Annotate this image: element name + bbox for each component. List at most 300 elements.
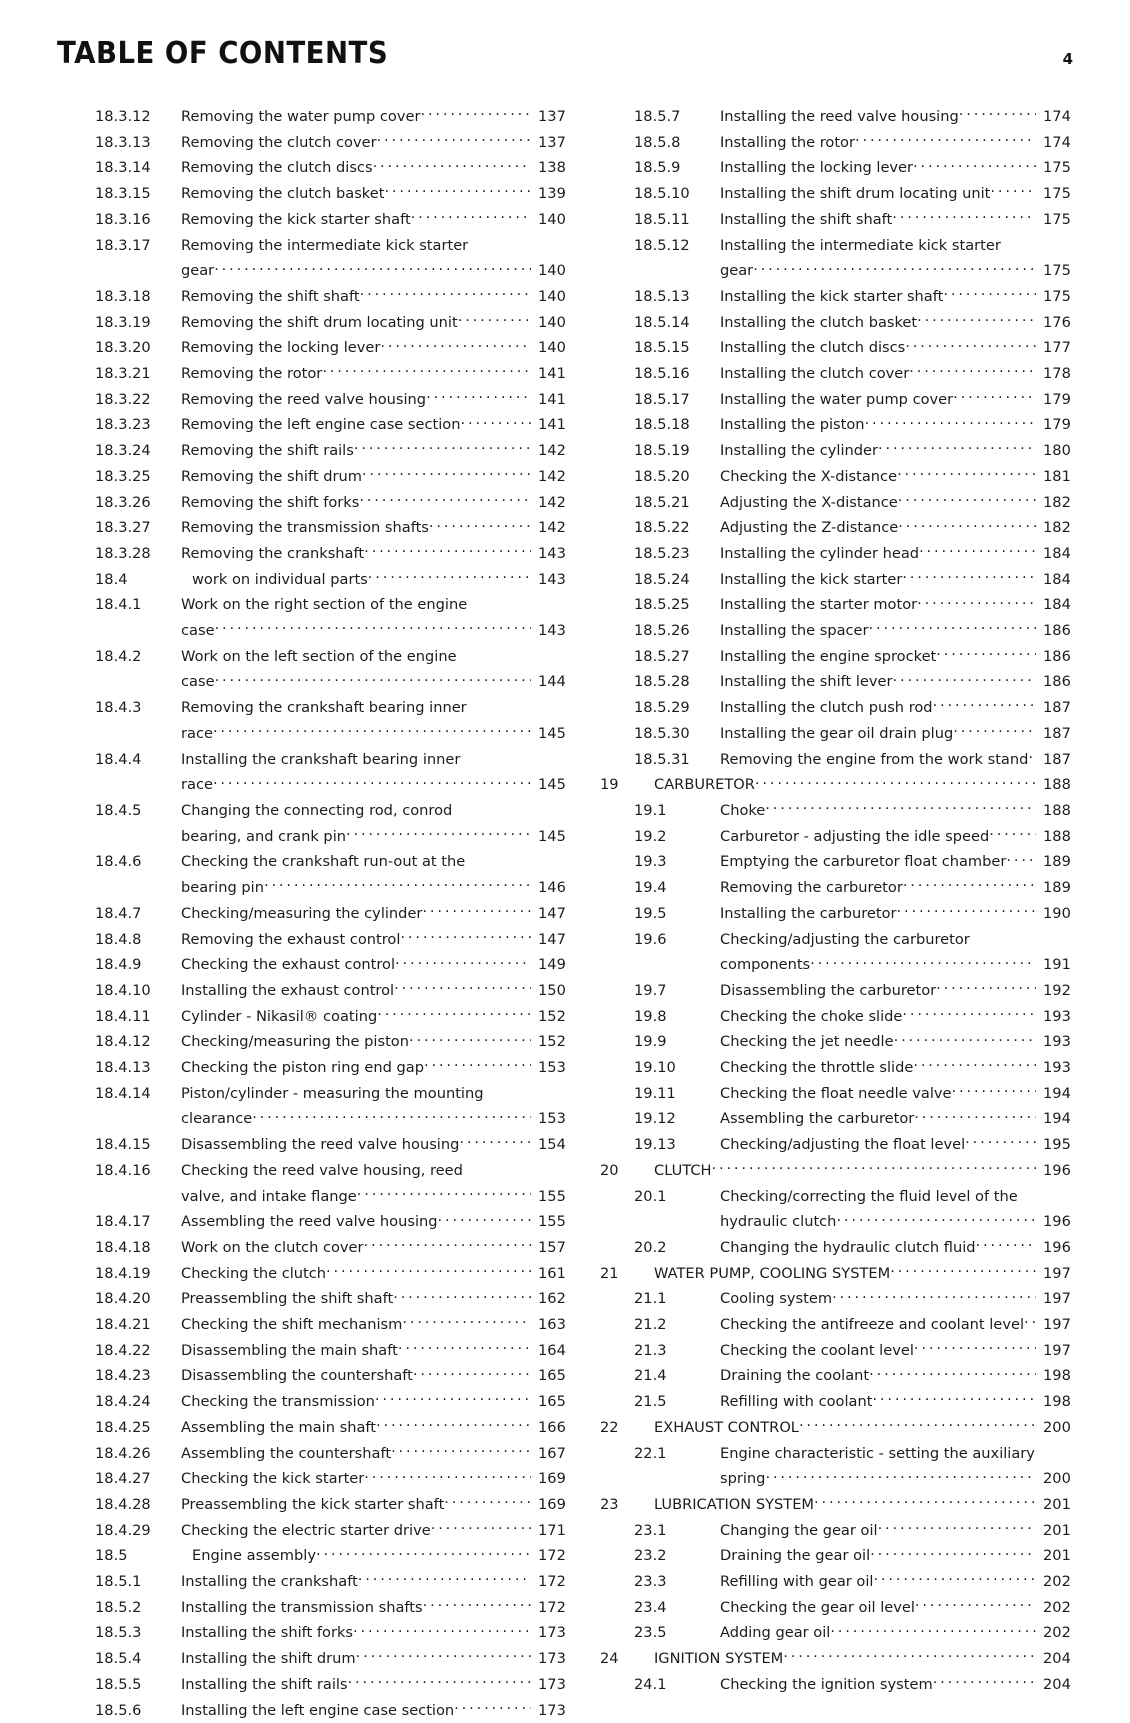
dot-leader xyxy=(364,1238,531,1252)
toc-entry[interactable] xyxy=(95,1415,565,1441)
toc-entry-title: Removing the clutch discs xyxy=(181,159,373,177)
toc-entry-line[interactable] xyxy=(95,233,565,259)
toc-entry-line[interactable] xyxy=(600,695,1070,721)
toc-entry-line[interactable] xyxy=(95,361,565,387)
toc-entry[interactable] xyxy=(600,721,1070,747)
toc-entry-line[interactable] xyxy=(600,669,1070,695)
toc-entry[interactable] xyxy=(95,155,565,181)
toc-entry[interactable] xyxy=(95,541,565,567)
toc-entry-line[interactable] xyxy=(600,747,1070,773)
toc-entry-page: 176 xyxy=(1043,313,1071,331)
toc-entry-line[interactable] xyxy=(600,541,1070,567)
toc-entry[interactable] xyxy=(95,233,565,284)
toc-entry-continuation[interactable] xyxy=(95,772,565,798)
toc-entry-page: 139 xyxy=(538,185,566,203)
toc-entry-line[interactable] xyxy=(600,1235,1070,1261)
toc-entry-line[interactable] xyxy=(600,772,1070,798)
toc-entry-line[interactable] xyxy=(95,978,565,1004)
toc-entry-continuation[interactable] xyxy=(600,952,1070,978)
toc-entry-line[interactable] xyxy=(600,1492,1070,1518)
toc-entry[interactable] xyxy=(600,490,1070,516)
toc-entry-line[interactable] xyxy=(600,592,1070,618)
toc-entry-line[interactable] xyxy=(600,1646,1070,1672)
toc-entry[interactable] xyxy=(600,284,1070,310)
toc-entry[interactable] xyxy=(95,1698,565,1723)
toc-entry[interactable] xyxy=(600,541,1070,567)
toc-entry-line[interactable] xyxy=(95,1363,565,1389)
toc-entry-number: 21 xyxy=(600,1264,619,1282)
toc-column-right xyxy=(600,104,1070,1723)
toc-entry[interactable] xyxy=(600,747,1070,773)
toc-entry[interactable] xyxy=(95,952,565,978)
toc-entry-line[interactable] xyxy=(95,798,565,824)
toc-entry[interactable] xyxy=(95,1492,565,1518)
toc-entry-continuation[interactable] xyxy=(95,824,565,850)
dot-leader xyxy=(409,1032,531,1046)
toc-entry-page: 197 xyxy=(1043,1316,1071,1334)
toc-entry[interactable] xyxy=(600,464,1070,490)
toc-entry[interactable] xyxy=(600,1620,1070,1646)
toc-entry-line[interactable] xyxy=(95,181,565,207)
toc-entry[interactable] xyxy=(95,1595,565,1621)
toc-entry-line[interactable] xyxy=(600,1286,1070,1312)
toc-entry[interactable] xyxy=(600,207,1070,233)
toc-entry-line[interactable] xyxy=(95,1081,565,1107)
toc-entry[interactable] xyxy=(600,1106,1070,1132)
toc-entry-page: 198 xyxy=(1043,1367,1071,1385)
dot-leader xyxy=(359,493,531,507)
toc-entry[interactable] xyxy=(600,798,1070,824)
toc-entry-line[interactable] xyxy=(600,233,1070,259)
toc-entry[interactable] xyxy=(95,567,565,593)
toc-entry[interactable] xyxy=(600,695,1070,721)
toc-entry[interactable] xyxy=(600,1184,1070,1235)
toc-entry-line[interactable] xyxy=(95,130,565,156)
toc-entry-page: 189 xyxy=(1043,879,1071,897)
toc-entry-number: 18.3.14 xyxy=(95,159,151,177)
toc-entry-line[interactable] xyxy=(600,1158,1070,1184)
toc-entry[interactable] xyxy=(95,310,565,336)
toc-entry[interactable] xyxy=(95,438,565,464)
toc-entry-continuation[interactable] xyxy=(95,618,565,644)
toc-entry[interactable] xyxy=(600,824,1070,850)
toc-entry[interactable] xyxy=(600,1235,1070,1261)
toc-entry[interactable] xyxy=(95,1158,565,1209)
toc-entry-line[interactable] xyxy=(95,1209,565,1235)
toc-entry-line[interactable] xyxy=(600,978,1070,1004)
toc-entry-number: 18.4.21 xyxy=(95,1316,151,1334)
toc-entry[interactable] xyxy=(95,1672,565,1698)
toc-entry[interactable] xyxy=(95,798,565,849)
toc-entry[interactable] xyxy=(600,310,1070,336)
toc-entry[interactable] xyxy=(95,515,565,541)
toc-entry[interactable] xyxy=(95,284,565,310)
toc-entry-line[interactable] xyxy=(600,387,1070,413)
toc-entry-line[interactable] xyxy=(600,618,1070,644)
toc-entry-line[interactable] xyxy=(600,1029,1070,1055)
toc-entry-line[interactable] xyxy=(95,490,565,516)
toc-entry[interactable] xyxy=(95,1338,565,1364)
toc-entry[interactable] xyxy=(600,1363,1070,1389)
toc-entry-line[interactable] xyxy=(95,284,565,310)
toc-entry-line[interactable] xyxy=(95,387,565,413)
toc-entry[interactable] xyxy=(600,1004,1070,1030)
toc-entry-page: 186 xyxy=(1043,622,1071,640)
toc-entry-line[interactable] xyxy=(95,592,565,618)
toc-entry-number: 18.4.18 xyxy=(95,1238,151,1256)
toc-entry[interactable] xyxy=(600,849,1070,875)
toc-entry[interactable] xyxy=(600,1646,1070,1672)
toc-entry-line[interactable] xyxy=(95,104,565,130)
toc-entry-page: 197 xyxy=(1043,1290,1071,1308)
toc-entry-number: 23.5 xyxy=(634,1624,667,1642)
toc-entry-number: 18.3.23 xyxy=(95,416,151,434)
toc-entry-line[interactable] xyxy=(95,438,565,464)
toc-entry[interactable] xyxy=(95,592,565,643)
toc-entry-line[interactable] xyxy=(95,1569,565,1595)
toc-entry[interactable] xyxy=(600,412,1070,438)
toc-entry[interactable] xyxy=(600,1595,1070,1621)
toc-entry-title: components xyxy=(720,956,811,974)
toc-entry-line[interactable] xyxy=(600,1261,1070,1287)
toc-entry-number: 20.1 xyxy=(634,1187,667,1205)
toc-entry[interactable] xyxy=(95,1209,565,1235)
toc-entry-line[interactable] xyxy=(600,1106,1070,1132)
toc-entry-title: Checking the antifreeze and coolant level xyxy=(720,1316,1024,1334)
dot-leader xyxy=(393,1289,531,1303)
toc-entry-line[interactable] xyxy=(600,1389,1070,1415)
toc-entry-page: 184 xyxy=(1043,544,1071,562)
toc-entry-line[interactable] xyxy=(600,130,1070,156)
toc-entry-line[interactable] xyxy=(600,412,1070,438)
toc-entry[interactable] xyxy=(600,1492,1070,1518)
toc-entry-continuation[interactable] xyxy=(95,669,565,695)
toc-entry-continuation[interactable] xyxy=(600,1466,1070,1492)
toc-entry-line[interactable] xyxy=(95,1415,565,1441)
dot-leader xyxy=(215,672,531,686)
toc-entry-number: 18.4.25 xyxy=(95,1418,151,1436)
toc-entry-line[interactable] xyxy=(95,335,565,361)
toc-entry-line[interactable] xyxy=(95,1492,565,1518)
toc-entry-line[interactable] xyxy=(95,541,565,567)
toc-entry-line[interactable] xyxy=(95,901,565,927)
toc-entry-page: 186 xyxy=(1043,673,1071,691)
toc-entry[interactable] xyxy=(95,1286,565,1312)
toc-entry[interactable] xyxy=(600,901,1070,927)
toc-entry[interactable] xyxy=(600,1338,1070,1364)
toc-entry[interactable] xyxy=(600,644,1070,670)
toc-entry[interactable] xyxy=(600,155,1070,181)
toc-entry[interactable] xyxy=(95,387,565,413)
toc-entry-line[interactable] xyxy=(600,438,1070,464)
toc-entry[interactable] xyxy=(95,1441,565,1467)
toc-entry-line[interactable] xyxy=(95,155,565,181)
toc-entry-line[interactable] xyxy=(95,1620,565,1646)
toc-entry-line[interactable] xyxy=(600,361,1070,387)
toc-entry[interactable] xyxy=(95,695,565,746)
toc-entry-continuation[interactable] xyxy=(95,1106,565,1132)
toc-entry-line[interactable] xyxy=(600,1184,1070,1210)
toc-entry[interactable] xyxy=(600,1261,1070,1287)
toc-entry[interactable] xyxy=(600,1415,1070,1441)
toc-entry-line[interactable] xyxy=(600,927,1070,953)
toc-entry-line[interactable] xyxy=(600,1595,1070,1621)
toc-entry-line[interactable] xyxy=(95,1312,565,1338)
toc-entry-page: 178 xyxy=(1043,365,1071,383)
toc-entry[interactable] xyxy=(95,1363,565,1389)
toc-entry-line[interactable] xyxy=(600,1569,1070,1595)
toc-entry-title: Installing the cylinder xyxy=(720,442,878,460)
toc-entry-title: Installing the locking lever xyxy=(720,159,914,177)
toc-entry[interactable] xyxy=(95,1081,565,1132)
toc-entry[interactable] xyxy=(600,772,1070,798)
dot-leader xyxy=(799,1418,1036,1432)
toc-entry[interactable] xyxy=(600,104,1070,130)
toc-entry[interactable] xyxy=(600,875,1070,901)
toc-entry[interactable] xyxy=(95,644,565,695)
toc-entry-line[interactable] xyxy=(95,1389,565,1415)
toc-entry-line[interactable] xyxy=(600,284,1070,310)
toc-entry-page: 193 xyxy=(1043,1059,1071,1077)
toc-entry[interactable] xyxy=(600,1312,1070,1338)
dot-leader xyxy=(364,1469,531,1483)
toc-entry[interactable] xyxy=(600,1518,1070,1544)
toc-entry-line[interactable] xyxy=(600,1518,1070,1544)
toc-entry-line[interactable] xyxy=(95,567,565,593)
toc-entry[interactable] xyxy=(600,335,1070,361)
toc-entry-title: CLUTCH xyxy=(654,1161,712,1179)
toc-entry-line[interactable] xyxy=(95,1338,565,1364)
toc-entry-line[interactable] xyxy=(600,335,1070,361)
toc-entry[interactable] xyxy=(600,1029,1070,1055)
toc-entry-continuation[interactable] xyxy=(600,258,1070,284)
toc-entry-title: Disassembling the main shaft xyxy=(181,1341,398,1359)
toc-entry-line[interactable] xyxy=(95,310,565,336)
toc-entry-continuation[interactable] xyxy=(600,1209,1070,1235)
toc-entry-line[interactable] xyxy=(600,1363,1070,1389)
toc-entry[interactable] xyxy=(600,1389,1070,1415)
toc-entry-line[interactable] xyxy=(600,1672,1070,1698)
toc-entry-line[interactable] xyxy=(95,1158,565,1184)
toc-entry-line[interactable] xyxy=(95,849,565,875)
toc-entry-title: Installing the shift shaft xyxy=(720,210,893,228)
toc-entry-line[interactable] xyxy=(600,104,1070,130)
toc-entry[interactable] xyxy=(600,130,1070,156)
toc-entry[interactable] xyxy=(600,618,1070,644)
toc-entry[interactable] xyxy=(600,233,1070,284)
toc-entry-line[interactable] xyxy=(95,1518,565,1544)
toc-entry[interactable] xyxy=(600,1672,1070,1698)
toc-entry-page: 140 xyxy=(538,287,566,305)
toc-entry[interactable] xyxy=(95,1518,565,1544)
toc-entry[interactable] xyxy=(95,412,565,438)
toc-entry-line[interactable] xyxy=(600,1441,1070,1467)
toc-entry-line[interactable] xyxy=(600,798,1070,824)
toc-entry-line[interactable] xyxy=(600,490,1070,516)
toc-entry-line[interactable] xyxy=(600,1055,1070,1081)
toc-entry-line[interactable] xyxy=(95,1286,565,1312)
toc-entry-line[interactable] xyxy=(95,1543,565,1569)
toc-entry-line[interactable] xyxy=(95,1055,565,1081)
toc-entry-title: Work on the clutch cover xyxy=(181,1238,364,1256)
toc-entry[interactable] xyxy=(95,104,565,130)
toc-entry-page: 162 xyxy=(538,1290,566,1308)
toc-entry-line[interactable] xyxy=(95,1261,565,1287)
toc-entry-line[interactable] xyxy=(600,515,1070,541)
toc-entry-continuation[interactable] xyxy=(95,1184,565,1210)
toc-entry[interactable] xyxy=(600,1081,1070,1107)
toc-entry-line[interactable] xyxy=(95,1595,565,1621)
toc-entry-line[interactable] xyxy=(95,207,565,233)
toc-entry[interactable] xyxy=(95,1261,565,1287)
toc-entry-line[interactable] xyxy=(600,875,1070,901)
toc-entry-number: 18.5.4 xyxy=(95,1650,142,1668)
toc-entry[interactable] xyxy=(95,1029,565,1055)
toc-entry-line[interactable] xyxy=(95,1698,565,1723)
toc-entry-line[interactable] xyxy=(600,1620,1070,1646)
toc-entry-line[interactable] xyxy=(600,310,1070,336)
toc-entry[interactable] xyxy=(95,181,565,207)
toc-entry[interactable] xyxy=(95,464,565,490)
toc-entry-title: Installing the engine sprocket xyxy=(720,647,937,665)
toc-entry[interactable] xyxy=(600,387,1070,413)
toc-entry-line[interactable] xyxy=(600,567,1070,593)
toc-entry-line[interactable] xyxy=(600,644,1070,670)
dot-leader xyxy=(215,621,531,635)
toc-entry-continuation[interactable] xyxy=(95,258,565,284)
toc-entry[interactable] xyxy=(600,1132,1070,1158)
toc-entry-line[interactable] xyxy=(600,1081,1070,1107)
toc-entry-title: Assembling the countershaft xyxy=(181,1444,392,1462)
toc-entry[interactable] xyxy=(95,1466,565,1492)
toc-entry[interactable] xyxy=(95,1389,565,1415)
toc-entry-title: clearance xyxy=(181,1110,253,1128)
toc-entry[interactable] xyxy=(600,669,1070,695)
toc-entry[interactable] xyxy=(95,1646,565,1672)
toc-entry-line[interactable] xyxy=(600,155,1070,181)
toc-entry[interactable] xyxy=(95,1312,565,1338)
toc-entry-continuation[interactable] xyxy=(95,721,565,747)
dot-leader xyxy=(892,210,1036,224)
toc-entry-line[interactable] xyxy=(95,515,565,541)
toc-entry[interactable] xyxy=(95,1132,565,1158)
toc-entry-page: 174 xyxy=(1043,133,1071,151)
toc-entry-line[interactable] xyxy=(600,207,1070,233)
toc-entry-number: 19.13 xyxy=(634,1136,676,1154)
toc-entry-line[interactable] xyxy=(95,747,565,773)
toc-entry[interactable] xyxy=(600,927,1070,978)
toc-entry[interactable] xyxy=(95,901,565,927)
toc-entry-line[interactable] xyxy=(600,849,1070,875)
toc-entry-line[interactable] xyxy=(95,1646,565,1672)
toc-entry[interactable] xyxy=(95,927,565,953)
toc-entry-line[interactable] xyxy=(600,1312,1070,1338)
toc-entry[interactable] xyxy=(600,1569,1070,1595)
toc-entry-title: CARBURETOR xyxy=(654,776,755,794)
toc-entry[interactable] xyxy=(95,1543,565,1569)
dot-leader xyxy=(897,467,1036,481)
toc-entry-line[interactable] xyxy=(95,927,565,953)
toc-entry-line[interactable] xyxy=(95,1441,565,1467)
toc-entry[interactable] xyxy=(600,567,1070,593)
toc-entry-number: 18.4.8 xyxy=(95,930,142,948)
toc-entry-line[interactable] xyxy=(95,412,565,438)
toc-entry-line[interactable] xyxy=(95,1029,565,1055)
toc-entry-continuation[interactable] xyxy=(95,875,565,901)
toc-entry-line[interactable] xyxy=(600,1338,1070,1364)
toc-entry[interactable] xyxy=(95,1235,565,1261)
toc-entry-title: gear xyxy=(720,262,754,280)
toc-entry[interactable] xyxy=(600,1158,1070,1184)
toc-entry[interactable] xyxy=(95,130,565,156)
toc-entry-line[interactable] xyxy=(600,901,1070,927)
toc-entry-line[interactable] xyxy=(600,721,1070,747)
toc-entry-line[interactable] xyxy=(95,644,565,670)
toc-entry-line[interactable] xyxy=(600,1004,1070,1030)
toc-entry-line[interactable] xyxy=(95,1672,565,1698)
toc-entry-line[interactable] xyxy=(600,824,1070,850)
toc-entry[interactable] xyxy=(600,1441,1070,1492)
toc-entry-line[interactable] xyxy=(95,464,565,490)
toc-entry[interactable] xyxy=(600,1543,1070,1569)
toc-entry[interactable] xyxy=(600,592,1070,618)
toc-entry-line[interactable] xyxy=(600,1543,1070,1569)
toc-entry-line[interactable] xyxy=(95,695,565,721)
toc-entry[interactable] xyxy=(95,1004,565,1030)
dot-leader xyxy=(358,1572,531,1586)
toc-entry-line[interactable] xyxy=(600,181,1070,207)
toc-entry-number: 18.5.2 xyxy=(95,1598,142,1616)
dot-leader xyxy=(400,930,531,944)
toc-entry-page: 193 xyxy=(1043,1007,1071,1025)
toc-entry[interactable] xyxy=(95,1055,565,1081)
toc-entry-title: Installing the gear oil drain plug xyxy=(720,724,954,742)
toc-entry-page: 150 xyxy=(538,981,566,999)
toc-entry-page: 165 xyxy=(538,1393,566,1411)
toc-entry[interactable] xyxy=(95,361,565,387)
dot-leader xyxy=(814,1495,1036,1509)
toc-entry-line[interactable] xyxy=(600,1132,1070,1158)
toc-entry[interactable] xyxy=(600,1286,1070,1312)
toc-entry[interactable] xyxy=(95,207,565,233)
toc-entry-page: 188 xyxy=(1043,801,1071,819)
toc-entry[interactable] xyxy=(95,1569,565,1595)
toc-entry-line[interactable] xyxy=(600,1415,1070,1441)
toc-entry-line[interactable] xyxy=(95,952,565,978)
toc-entry[interactable] xyxy=(600,978,1070,1004)
toc-entry-line[interactable] xyxy=(95,1466,565,1492)
toc-entry-page: 172 xyxy=(538,1573,566,1591)
toc-entry[interactable] xyxy=(95,849,565,900)
toc-entry-line[interactable] xyxy=(600,464,1070,490)
toc-entry[interactable] xyxy=(95,1620,565,1646)
toc-entry-number: 18.5.3 xyxy=(95,1624,142,1642)
toc-entry[interactable] xyxy=(600,515,1070,541)
toc-entry-line[interactable] xyxy=(95,1132,565,1158)
toc-entry[interactable] xyxy=(95,335,565,361)
toc-entry-line[interactable] xyxy=(95,1235,565,1261)
toc-entry[interactable] xyxy=(600,438,1070,464)
toc-entry[interactable] xyxy=(600,1055,1070,1081)
toc-entry[interactable] xyxy=(95,978,565,1004)
toc-entry[interactable] xyxy=(95,490,565,516)
toc-entry-title: Installing the spacer xyxy=(720,622,869,640)
toc-entry[interactable] xyxy=(600,181,1070,207)
toc-entry[interactable] xyxy=(95,747,565,798)
toc-entry[interactable] xyxy=(600,361,1070,387)
toc-entry-title: Checking the ignition system xyxy=(720,1675,933,1693)
toc-entry-line[interactable] xyxy=(95,1004,565,1030)
